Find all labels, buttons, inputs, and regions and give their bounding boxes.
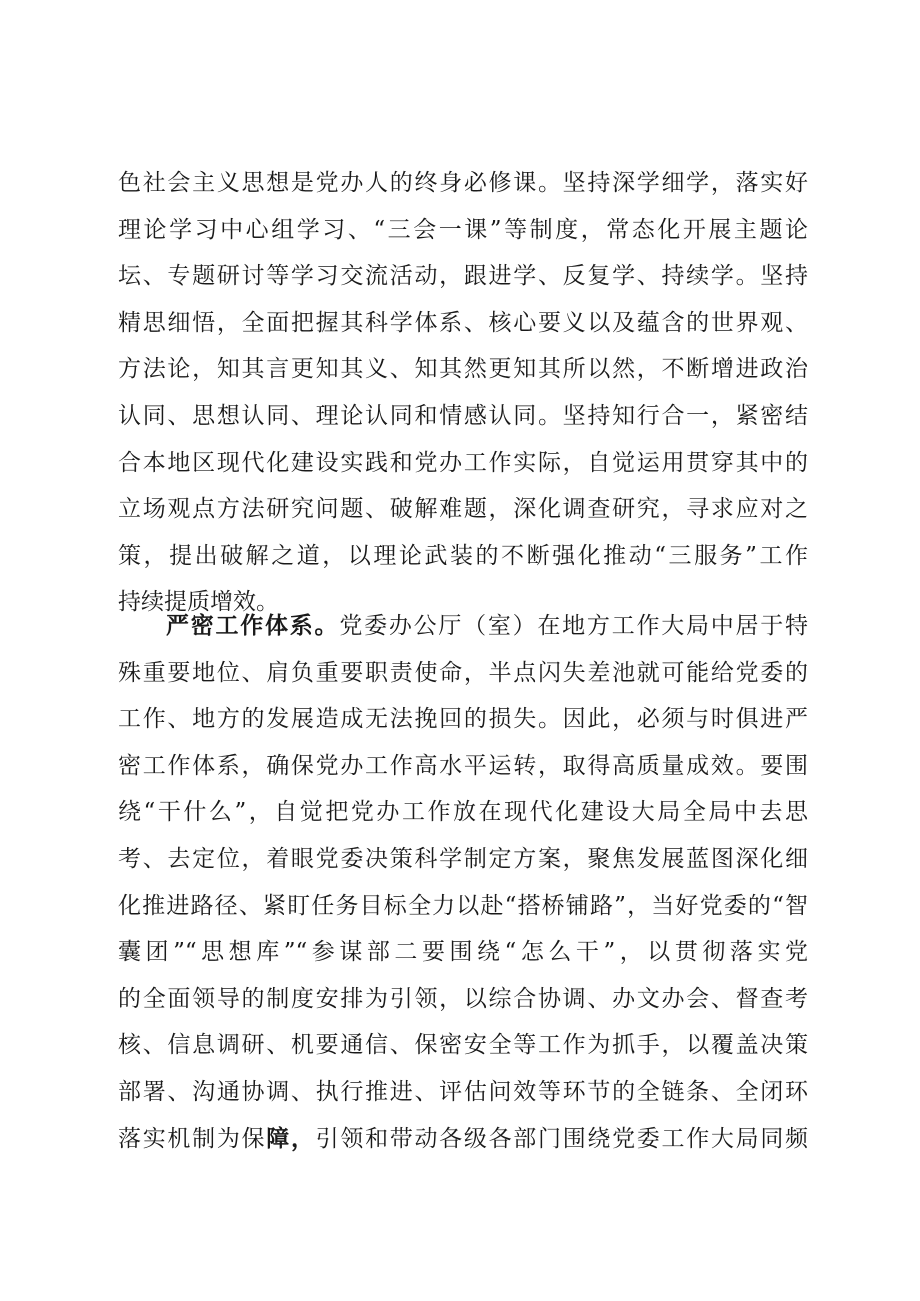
text-line-last <box>118 1116 808 1163</box>
paragraph-work-system <box>118 603 808 1162</box>
bold-text-run: 障， <box>266 1124 316 1152</box>
text-line: 方法论，知其言更知其义、知其然更知其所以然，不断增进政治 <box>118 356 808 383</box>
text-line: 色社会主义思想是党办人的终身必修课。坚持深学细学，落实好 <box>118 170 808 196</box>
text-line: 绕“干什么”，自觉把党办工作放在现代化建设大局全局中去思 <box>118 799 808 826</box>
text-line: 的全面领导的制度安排为引领，以综合协调、办文办会、督查考 <box>118 985 808 1012</box>
paragraph-theory-study <box>118 160 808 626</box>
text-line: 策，提出破解之道，以理论武装的不断强化推动“三服务”工作 <box>118 542 808 569</box>
text-line: 囊团”“思想库”“参谋部二要围绕“怎么干”，以贯彻落实党 <box>118 939 808 966</box>
text-run: 引领和带动各级各部门围绕党委工作大局同频 <box>315 1125 808 1152</box>
text-line: 立场观点方法研究问题、破解难题，深化调查研究，寻求应对之 <box>118 496 808 523</box>
text-line: 核、信息调研、机要通信、保密安全等工作为抓手，以覆盖决策 <box>118 1032 808 1059</box>
text-line: 持续提质增效。 <box>118 589 279 616</box>
text-line: 化推进路径、紧盯任务目标全力以赴“搭桥铺路”，当好党委的“智 <box>118 892 808 919</box>
section-heading: 严密工作体系。 <box>166 612 340 639</box>
text-run: 落实机制为保 <box>118 1125 267 1152</box>
text-line: 殊重要地位、肩负重要职责使命，半点闪失差池就可能给党委的 <box>118 659 808 686</box>
text-run: 党委办公厅（室）在地方工作大局中居于特 <box>339 613 808 639</box>
text-line: 考、去定位，着眼党委决策科学制定方案，聚焦发展蓝图深化细 <box>118 845 808 872</box>
text-line: 部署、沟通协调、执行推进、评估问效等环节的全链条、全闭环 <box>118 1078 808 1105</box>
text-line: 坛、专题研讨等学习交流活动，跟进学、反复学、持续学。坚持 <box>118 263 808 290</box>
text-line-first <box>118 603 808 650</box>
text-line: 认同、思想认同、理论认同和情感认同。坚持知行合一，紧密结 <box>118 402 808 429</box>
text-line: 合本地区现代化建设实践和党办工作实际，自觉运用贯穿其中的 <box>118 449 808 476</box>
text-line: 密工作体系，确保党办工作高水平运转，取得高质量成效。要围 <box>118 752 808 779</box>
text-line: 理论学习中心组学习、“三会一课”等制度，常态化开展主题论 <box>118 216 808 243</box>
text-line: 工作、地方的发展造成无法挽回的损失。因此，必须与时俱进严 <box>118 706 808 733</box>
text-line: 精思细悟，全面把握其科学体系、核心要义以及蕴含的世界观、 <box>118 309 808 336</box>
